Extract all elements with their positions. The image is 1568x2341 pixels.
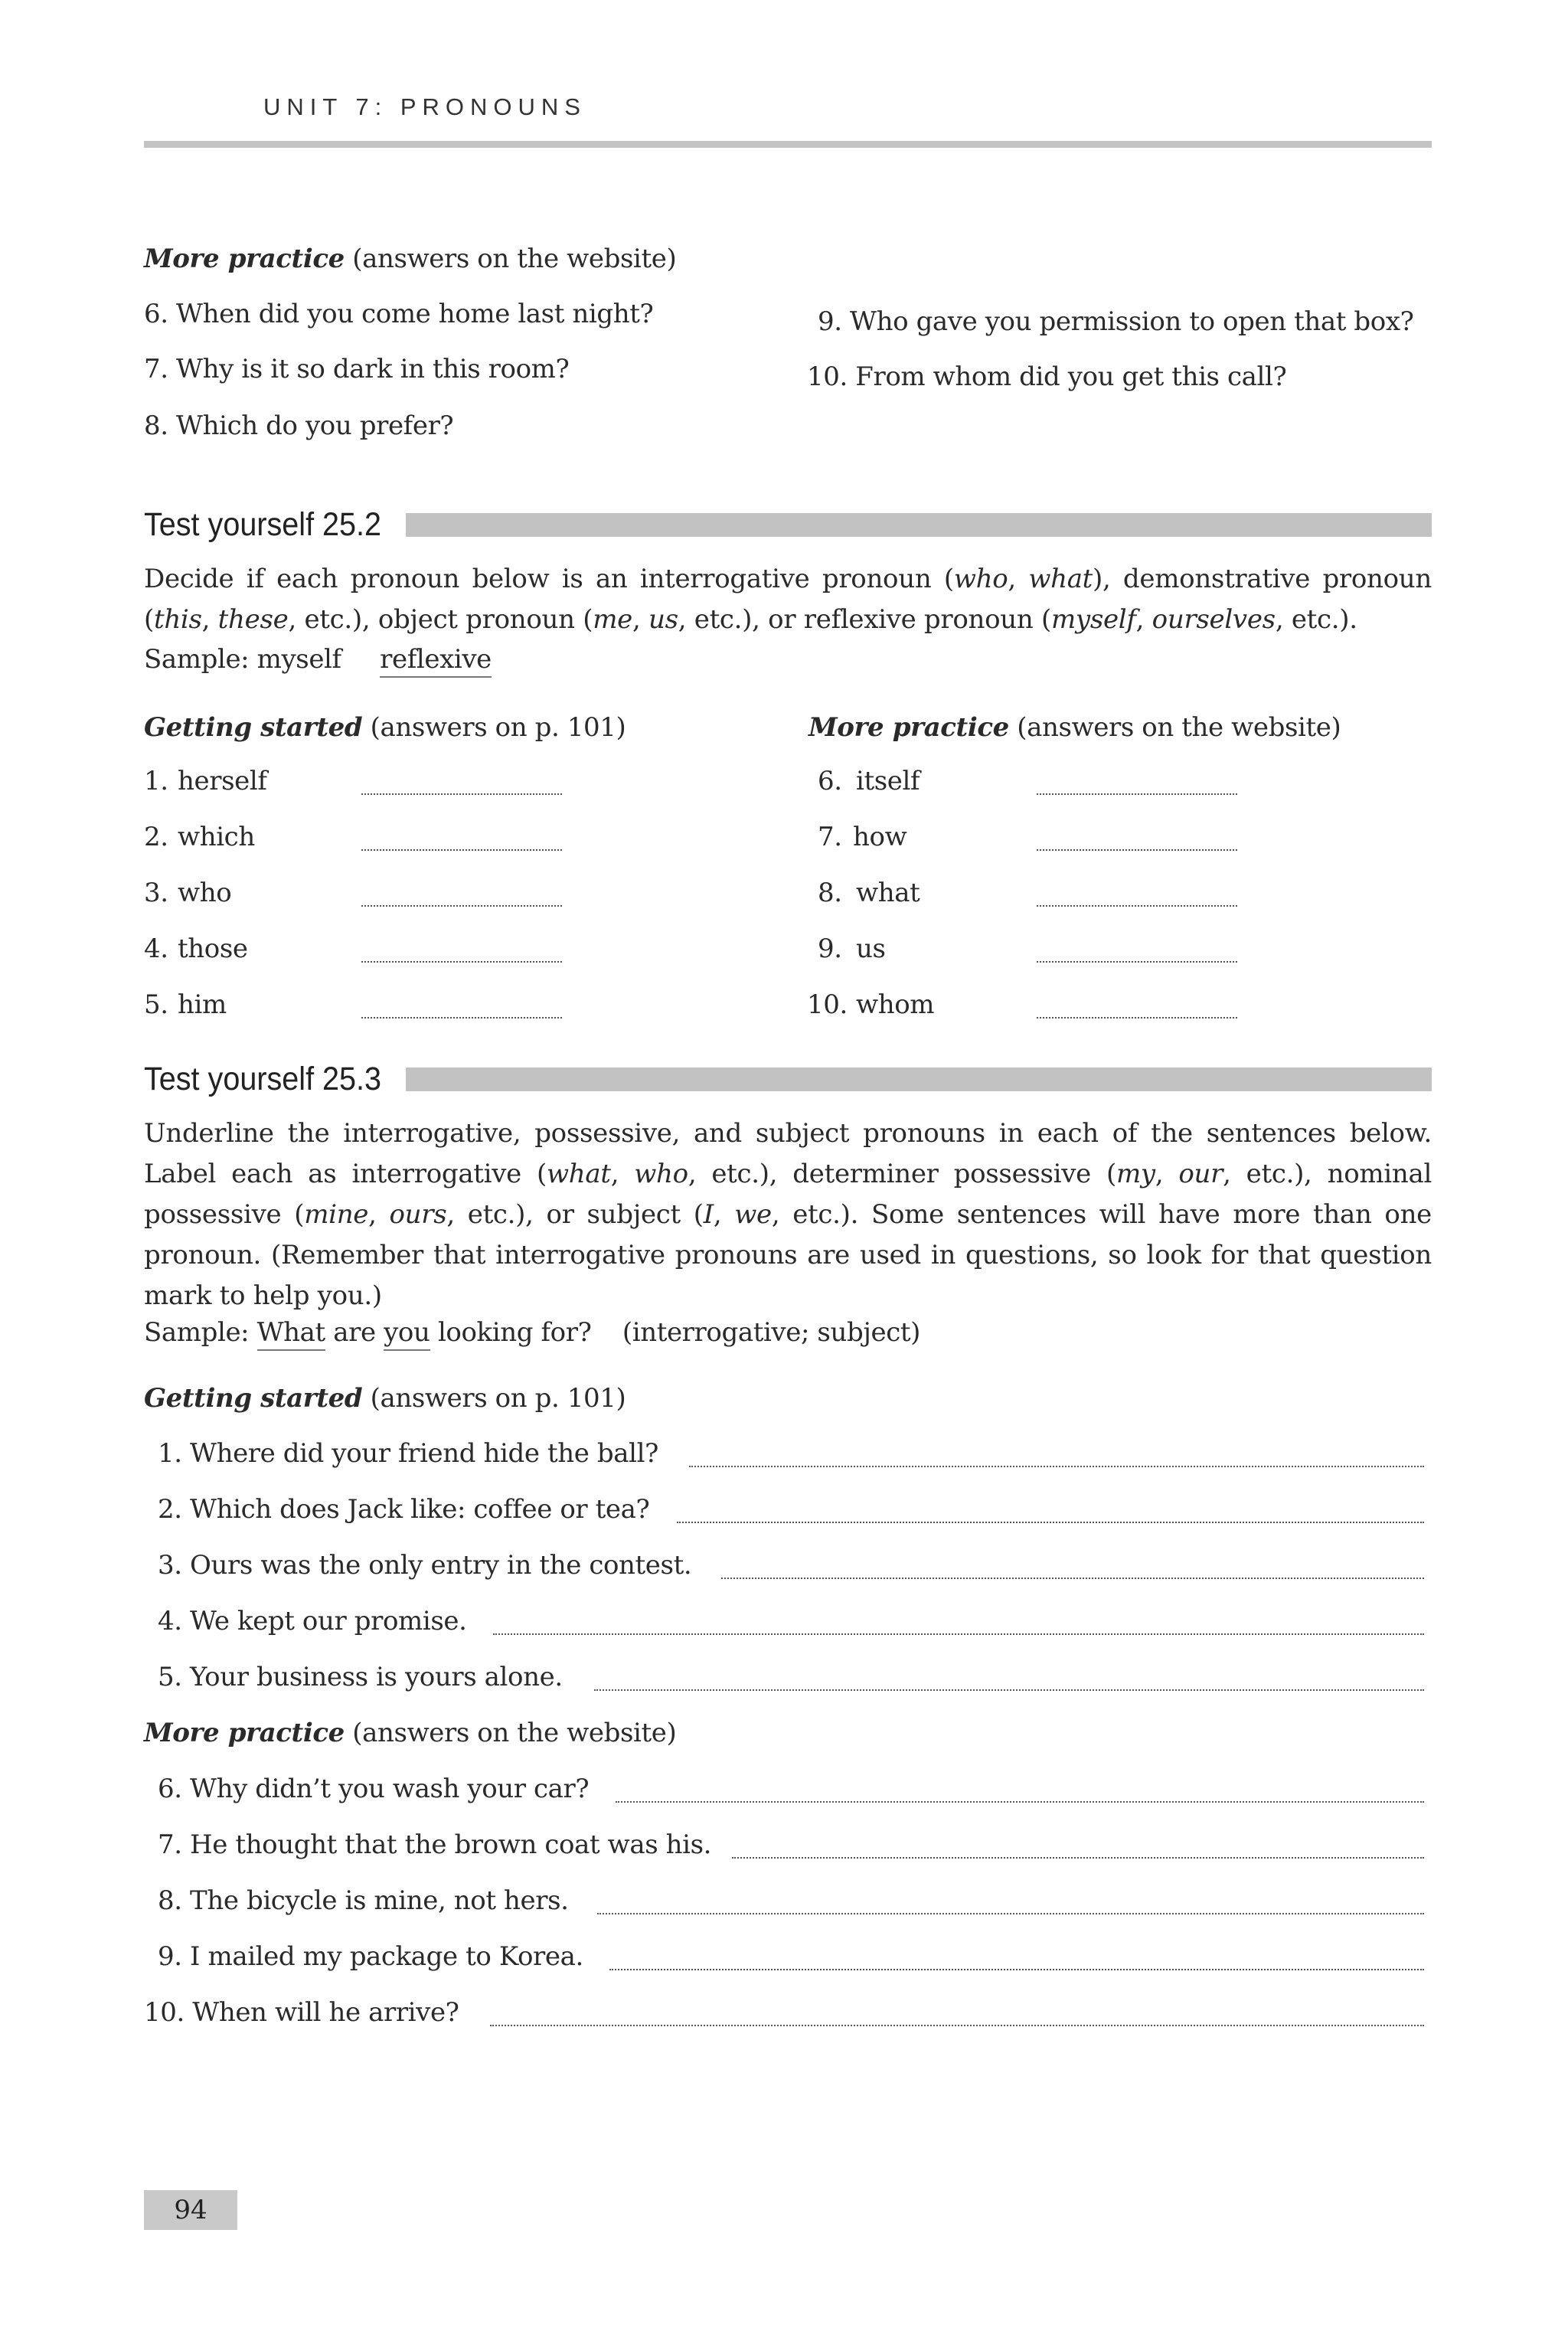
instr-text: , (1135, 604, 1152, 635)
item-number: 7. (818, 822, 842, 852)
instr-text: ), demonstrative pronoun ( (144, 564, 1432, 635)
item-number: 6. (818, 766, 842, 796)
sample-answer: (interrogative; subject) (622, 1317, 920, 1348)
instr-text: , (610, 1159, 635, 1189)
list-item: 10. When will he arrive? (144, 1997, 459, 2028)
list-item: 4. We kept our promise. (158, 1606, 467, 1636)
more-practice-label: More practice (144, 1718, 345, 1748)
sample-text: looking for? (437, 1317, 592, 1348)
answer-line[interactable] (1037, 905, 1237, 907)
item-number: 9. (818, 933, 842, 964)
list-item (807, 878, 1251, 933)
instr-example: ourselves (1152, 604, 1276, 635)
list-item (144, 766, 573, 822)
answer-line[interactable] (1037, 793, 1237, 795)
instr-example: me (593, 604, 632, 635)
instr-example: we (734, 1199, 772, 1230)
more-practice-label: More practice (144, 244, 345, 274)
sample-25-2 (144, 644, 492, 675)
instr-example: us (648, 604, 678, 635)
instr-example: myself (1050, 604, 1136, 635)
answer-line[interactable] (616, 1801, 1424, 1803)
item-number: 4. (144, 933, 168, 964)
instr-example: this (153, 604, 202, 635)
list-item: 9. I mailed my package to Korea. (158, 1941, 583, 1972)
sample-underlined-word: you (384, 1317, 430, 1351)
answer-line[interactable] (721, 1578, 1424, 1579)
instr-text: , (368, 1199, 390, 1230)
instr-example: my (1116, 1159, 1155, 1189)
more-practice-label: More practice (808, 712, 1009, 743)
list-item (807, 933, 1251, 989)
item-word: those (178, 933, 248, 964)
list-item (144, 822, 573, 878)
answer-line[interactable] (1037, 961, 1237, 963)
sample-answer: reflexive (380, 644, 492, 678)
instr-text: Decide if each pronoun below is an interrogative pronoun ( (144, 564, 954, 594)
list-item (807, 766, 1251, 822)
getting-started-label: Getting started (144, 712, 363, 743)
answer-line[interactable] (1037, 849, 1237, 851)
section-bar (406, 1068, 1432, 1091)
list-item: 7. Why is it so dark in this room? (144, 354, 570, 384)
getting-started-label: Getting started (144, 1383, 363, 1414)
answer-line[interactable] (689, 1466, 1424, 1467)
page-number: 94 (144, 2190, 237, 2230)
item-number: 2. (144, 822, 168, 852)
instr-text: , (201, 604, 218, 635)
item-number: 10. (807, 989, 848, 1020)
list-item (144, 933, 573, 989)
section-title-25-3: Test yourself 25.3 (144, 1061, 382, 1097)
instr-example: who (953, 564, 1008, 594)
running-head: UNIT 7: PRONOUNS (263, 93, 586, 120)
exercise-list-25-2-right (807, 766, 1251, 1045)
section-title-25-2: Test yourself 25.2 (144, 506, 382, 543)
instr-example: who (634, 1159, 688, 1189)
answer-line[interactable] (490, 2025, 1424, 2026)
list-item: 1. Where did your friend hide the ball? (158, 1438, 658, 1469)
list-item: 3. Ours was the only entry in the contest. (158, 1550, 692, 1581)
instr-text: , etc.), or subject ( (446, 1199, 704, 1230)
more-practice-note: (answers on the website) (1017, 712, 1341, 743)
sample-label: Sample: (144, 1317, 250, 1348)
list-item: 2. Which does Jack like: coffee or tea? (158, 1494, 650, 1525)
item-word: who (178, 878, 232, 908)
more-practice-note: (answers on the website) (352, 244, 677, 274)
sample-text: are (333, 1317, 376, 1348)
instr-text: , (632, 604, 648, 635)
item-word: what (856, 878, 920, 908)
getting-started-heading (144, 1383, 626, 1414)
item-word: herself (178, 766, 267, 796)
instr-text: , (713, 1199, 735, 1230)
instr-text: , etc.). Some sentences will have more than one pronoun. (Remember that interrogative pronouns are used in questions, so look for that question mark to help you.) (144, 1199, 1432, 1311)
item-number: 1. (144, 766, 168, 796)
answer-line[interactable] (361, 905, 562, 907)
instructions-25-2 (144, 559, 1432, 640)
sample-25-3 (144, 1317, 920, 1348)
instructions-25-3 (144, 1113, 1432, 1316)
instr-example: these (217, 604, 289, 635)
answer-line[interactable] (594, 1689, 1424, 1691)
sample-label: Sample: myself (144, 644, 341, 675)
answer-line[interactable] (677, 1522, 1424, 1523)
header-rule (144, 141, 1432, 148)
list-item: 6. Why didn’t you wash your car? (158, 1774, 590, 1804)
instr-example: what (546, 1159, 611, 1189)
more-practice-heading (144, 1718, 676, 1748)
list-item: 6. When did you come home last night? (144, 299, 654, 329)
instr-text: , etc.), determiner possessive ( (688, 1159, 1116, 1189)
instr-text: , (1008, 564, 1029, 594)
item-number: 5. (144, 989, 168, 1020)
list-item: 5. Your business is yours alone. (158, 1662, 563, 1692)
item-word: us (856, 933, 886, 964)
sample-underlined-word: What (257, 1317, 325, 1351)
getting-started-note: (answers on p. 101) (370, 1383, 626, 1414)
list-item: 8. Which do you prefer? (144, 410, 454, 441)
more-practice-heading (808, 712, 1341, 743)
item-number: 3. (144, 878, 168, 908)
instr-example: ours (389, 1199, 447, 1230)
list-item (144, 989, 573, 1045)
answer-line[interactable] (361, 961, 562, 963)
item-word: him (178, 989, 227, 1020)
more-practice-note: (answers on the website) (352, 1718, 677, 1748)
instr-example: our (1178, 1159, 1223, 1189)
instr-text: , etc.), object pronoun ( (288, 604, 593, 635)
answer-line[interactable] (732, 1857, 1424, 1859)
item-word: how (853, 822, 907, 852)
instr-text: , (1155, 1159, 1179, 1189)
answer-line[interactable] (597, 1913, 1424, 1914)
answer-line[interactable] (493, 1633, 1424, 1635)
instr-example: mine (304, 1199, 369, 1230)
answer-line[interactable] (361, 849, 562, 851)
list-item: 7. He thought that the brown coat was his. (158, 1829, 712, 1860)
instr-text: Underline the interrogative, possessive, and subject pronouns in each of the sentences below. Label each as interrogative ( (144, 1118, 1432, 1189)
item-word: whom (856, 989, 935, 1020)
more-practice-heading (144, 244, 676, 274)
list-item: 10. From whom did you get this call? (807, 361, 1287, 392)
list-item (807, 989, 1251, 1045)
list-item (144, 878, 573, 933)
getting-started-note: (answers on p. 101) (370, 712, 626, 743)
item-word: which (178, 822, 255, 852)
instr-example: I (703, 1199, 714, 1230)
item-word: itself (856, 766, 920, 796)
answer-line[interactable] (361, 1017, 562, 1018)
instr-text: , etc.), or reflexive pronoun ( (678, 604, 1051, 635)
list-item: 8. The bicycle is mine, not hers. (158, 1885, 569, 1916)
item-number: 8. (818, 878, 842, 908)
list-item (807, 822, 1251, 878)
answer-line[interactable] (609, 1969, 1424, 1970)
instr-text: , etc.), nominal possessive ( (144, 1159, 1432, 1230)
instr-text: , etc.). (1275, 604, 1357, 635)
section-bar (406, 513, 1432, 537)
answer-line[interactable] (361, 793, 562, 795)
list-item: 9. Who gave you permission to open that box? (818, 306, 1414, 337)
instr-example: what (1028, 564, 1093, 594)
answer-line[interactable] (1037, 1017, 1237, 1018)
getting-started-heading (144, 712, 626, 743)
exercise-list-25-2-left (144, 766, 573, 1045)
